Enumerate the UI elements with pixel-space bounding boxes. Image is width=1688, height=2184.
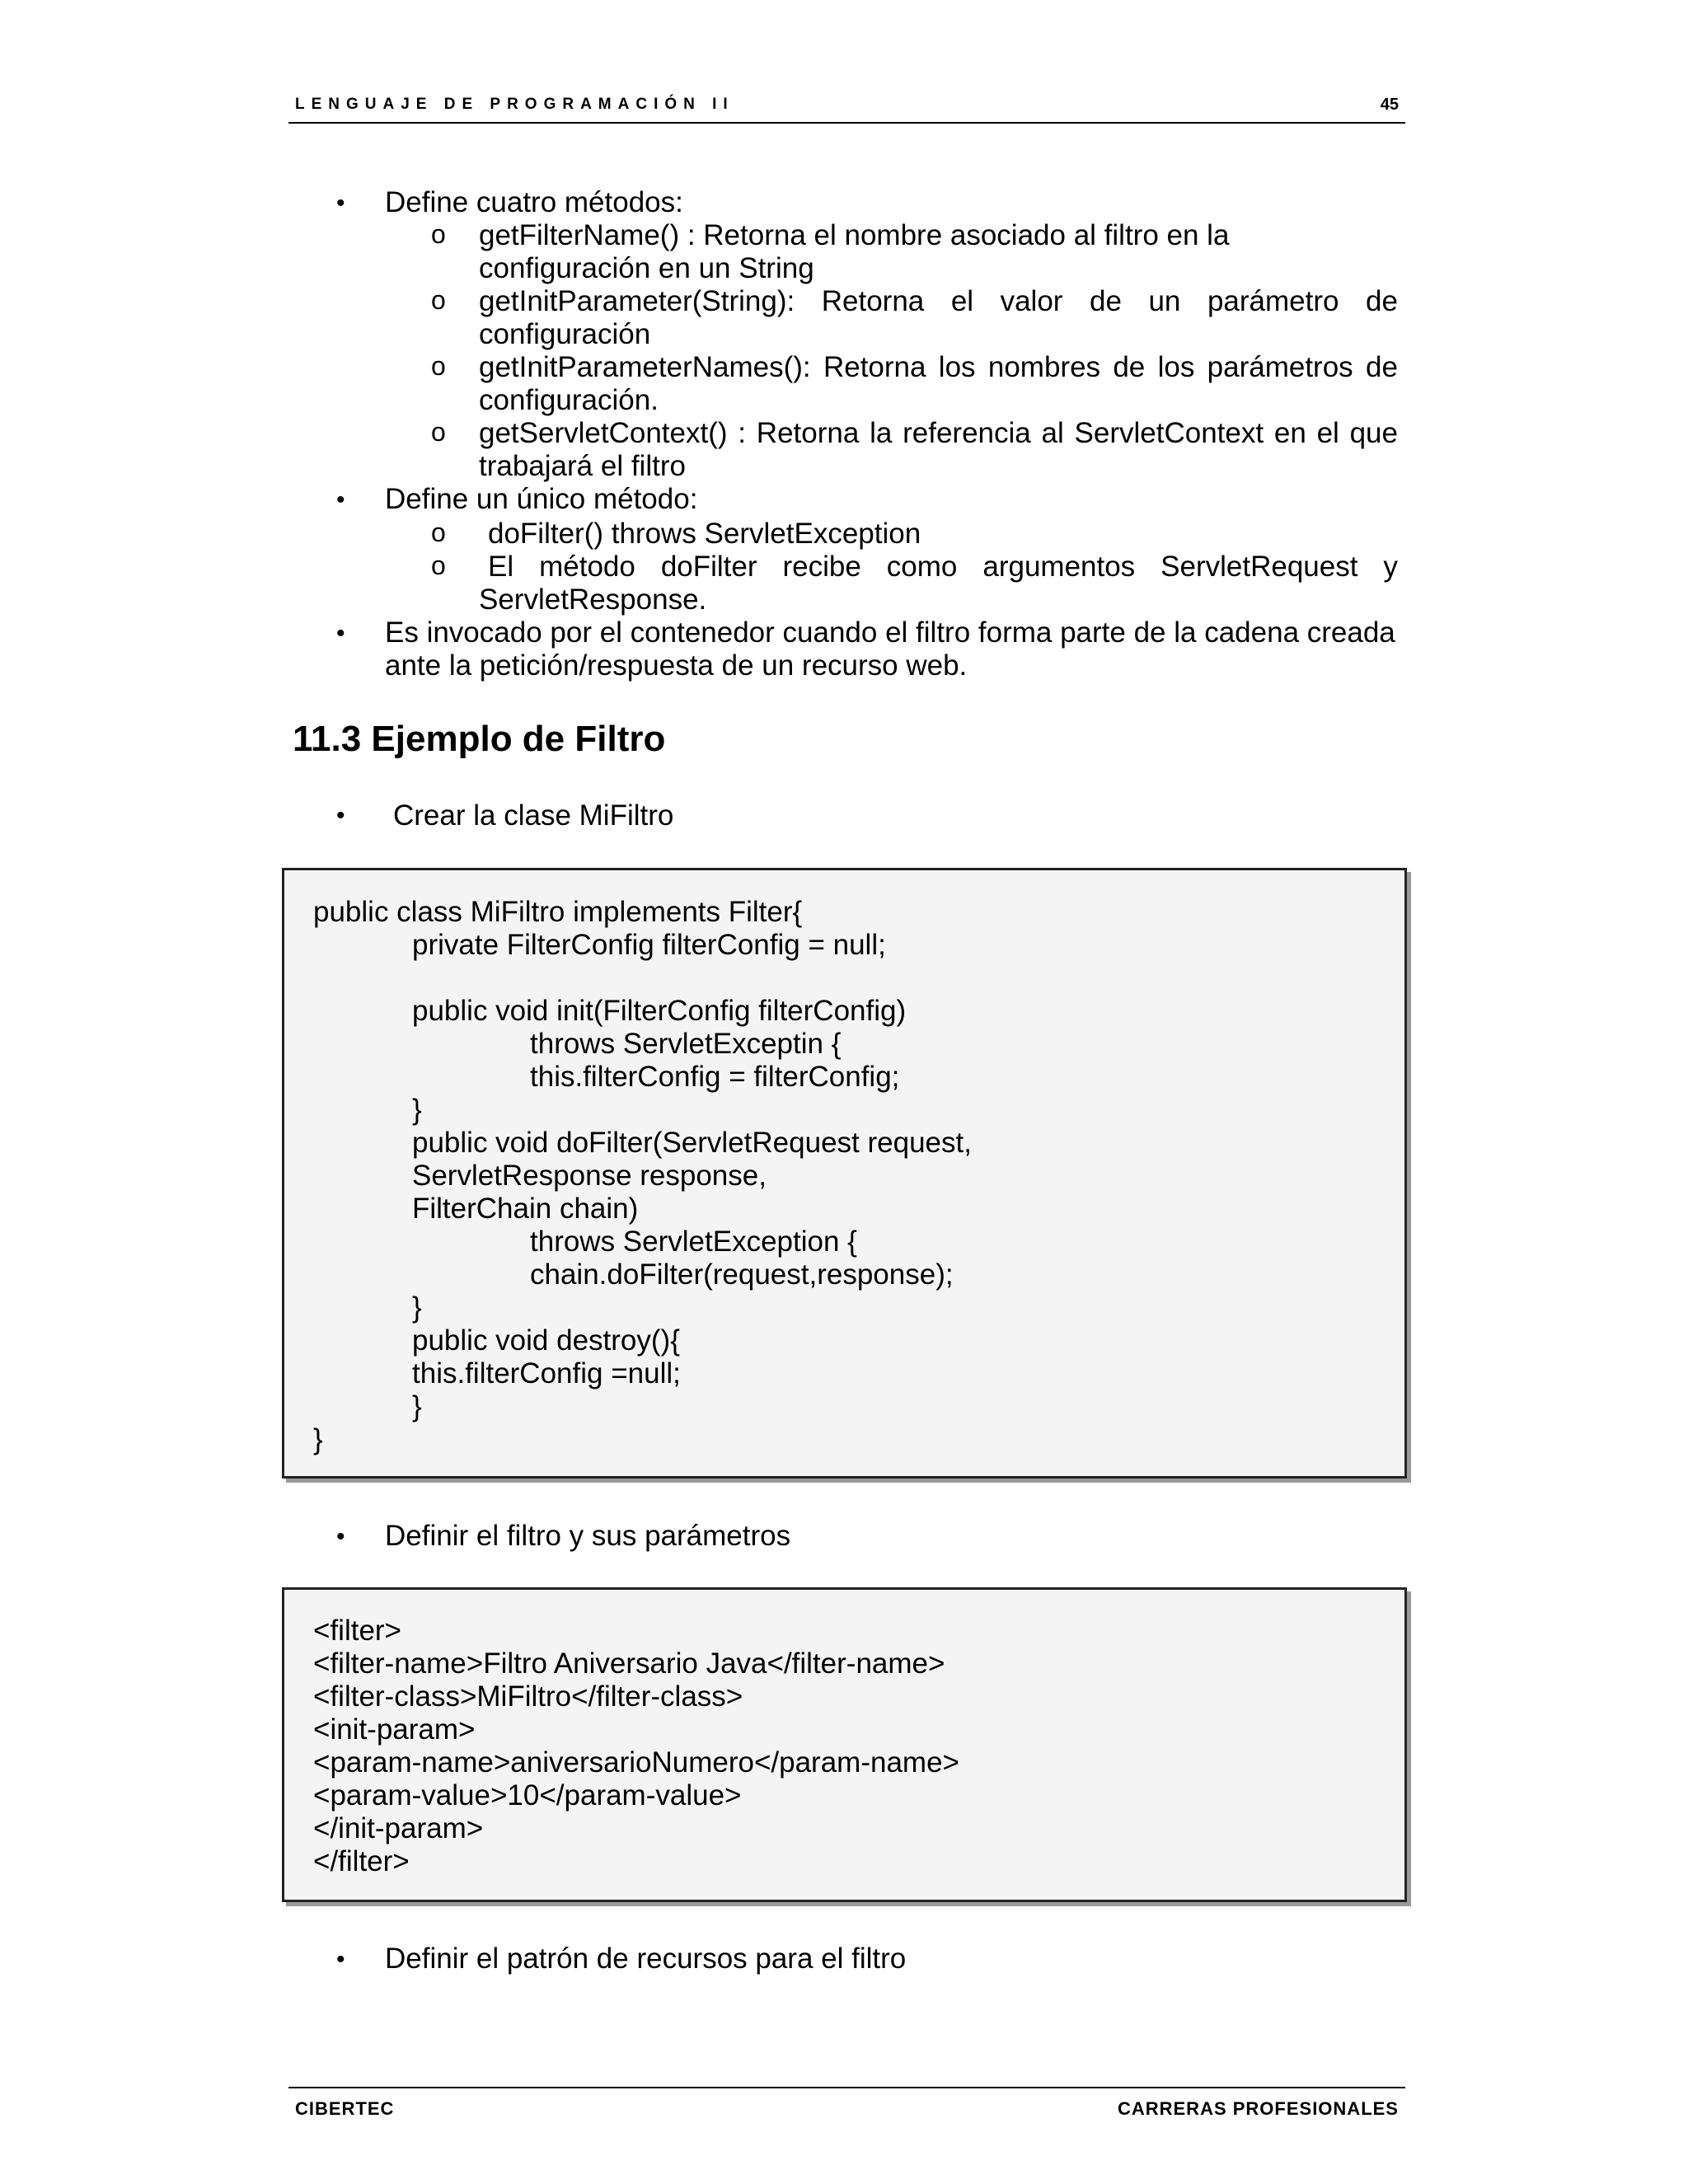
sub-item-text: getInitParameterNames(): Retorna los nombres de los parámetros de: [479, 351, 1398, 383]
sub-item-text: trabajará el filtro: [479, 450, 686, 482]
sub-item-text: configuración.: [479, 384, 659, 416]
code-line: private FilterConfig filterConfig = null;: [412, 929, 886, 961]
code-line: public void init(FilterConfig filterConfig): [412, 995, 907, 1027]
step-text: Definir el filtro y sus parámetros: [385, 1520, 791, 1552]
sub-bullet-icon: o: [431, 417, 446, 447]
code-line: this.filterConfig =null;: [412, 1357, 681, 1390]
bullet-icon: •: [336, 620, 345, 647]
header-title: LENGUAJE DE PROGRAMACIÓN II: [295, 96, 734, 113]
sub-item-text: ServletResponse.: [479, 583, 707, 616]
sub-bullet-icon: o: [431, 518, 446, 547]
sub-item-text: configuración en un String: [479, 252, 814, 284]
code-line: }: [412, 1291, 422, 1324]
code-line: public class MiFiltro implements Filter{: [313, 896, 803, 928]
sub-item-text: doFilter() throws ServletException: [488, 518, 921, 550]
page-footer: [288, 2087, 1405, 2121]
sub-bullet-icon: o: [431, 551, 446, 580]
code-line: <param-value>10</param-value>: [313, 1779, 742, 1811]
step-text: Crear la clase MiFiltro: [393, 799, 674, 832]
sub-item-text: getServletContext() : Retorna la referencia al ServletContext en el que: [479, 417, 1398, 449]
bullet-text: Define un único método:: [385, 483, 698, 515]
code-line: public void doFilter(ServletRequest request,: [412, 1127, 972, 1159]
code-line: this.filterConfig = filterConfig;: [530, 1061, 900, 1093]
code-line: <param-name>aniversarioNumero</param-name>: [313, 1746, 959, 1779]
code-line: throws ServletException {: [530, 1226, 857, 1258]
code-line: throws ServletExceptin {: [530, 1028, 842, 1060]
code-line: }: [412, 1094, 422, 1126]
bullet-icon: •: [336, 802, 345, 829]
code-line: </init-param>: [313, 1812, 484, 1844]
bullet-text: ante la petición/respuesta de un recurso web.: [385, 649, 968, 682]
code-line: chain.doFilter(request,response);: [530, 1258, 954, 1291]
page-number: 45: [1380, 96, 1399, 114]
page-header: [288, 92, 1405, 124]
code-line: }: [313, 1423, 323, 1455]
bullet-text: Es invocado por el contenedor cuando el filtro forma parte de la cadena creada: [385, 616, 1395, 649]
sub-item-text: El método doFilter recibe como argumentos ServletRequest y: [488, 551, 1398, 583]
footer-right: CARRERAS PROFESIONALES: [1117, 2098, 1399, 2119]
code-line: }: [412, 1390, 422, 1422]
code-line: public void destroy(){: [412, 1324, 680, 1357]
section-heading: 11.3 Ejemplo de Filtro: [293, 719, 666, 759]
code-line: <filter>: [313, 1615, 401, 1647]
bullet-icon: •: [336, 486, 345, 513]
sub-bullet-icon: o: [431, 351, 446, 381]
bullet-icon: •: [336, 190, 345, 217]
code-line: FilterChain chain): [412, 1193, 639, 1225]
code-line: <filter-class>MiFiltro</filter-class>: [313, 1680, 743, 1713]
footer-left: CIBERTEC: [295, 2098, 395, 2119]
sub-item-text: getFilterName() : Retorna el nombre asociado al filtro en la: [479, 219, 1230, 251]
code-block-class: [282, 868, 1407, 1479]
bullet-icon: •: [336, 1523, 345, 1550]
code-line: <filter-name>Filtro Aniversario Java</filter-name>: [313, 1647, 945, 1680]
code-line: ServletResponse response,: [412, 1160, 767, 1192]
bullet-text: Define cuatro métodos:: [385, 186, 683, 218]
code-block-xml: [282, 1587, 1407, 1902]
sub-item-text: configuración: [479, 318, 651, 350]
sub-bullet-icon: o: [431, 219, 446, 249]
sub-item-text: getInitParameter(String): Retorna el valor de un parámetro de: [479, 285, 1398, 317]
code-line: <init-param>: [313, 1713, 476, 1746]
step-text: Definir el patrón de recursos para el filtro: [385, 1943, 907, 1975]
code-line: </filter>: [313, 1845, 410, 1877]
bullet-icon: •: [336, 1946, 345, 1973]
sub-bullet-icon: o: [431, 285, 446, 315]
